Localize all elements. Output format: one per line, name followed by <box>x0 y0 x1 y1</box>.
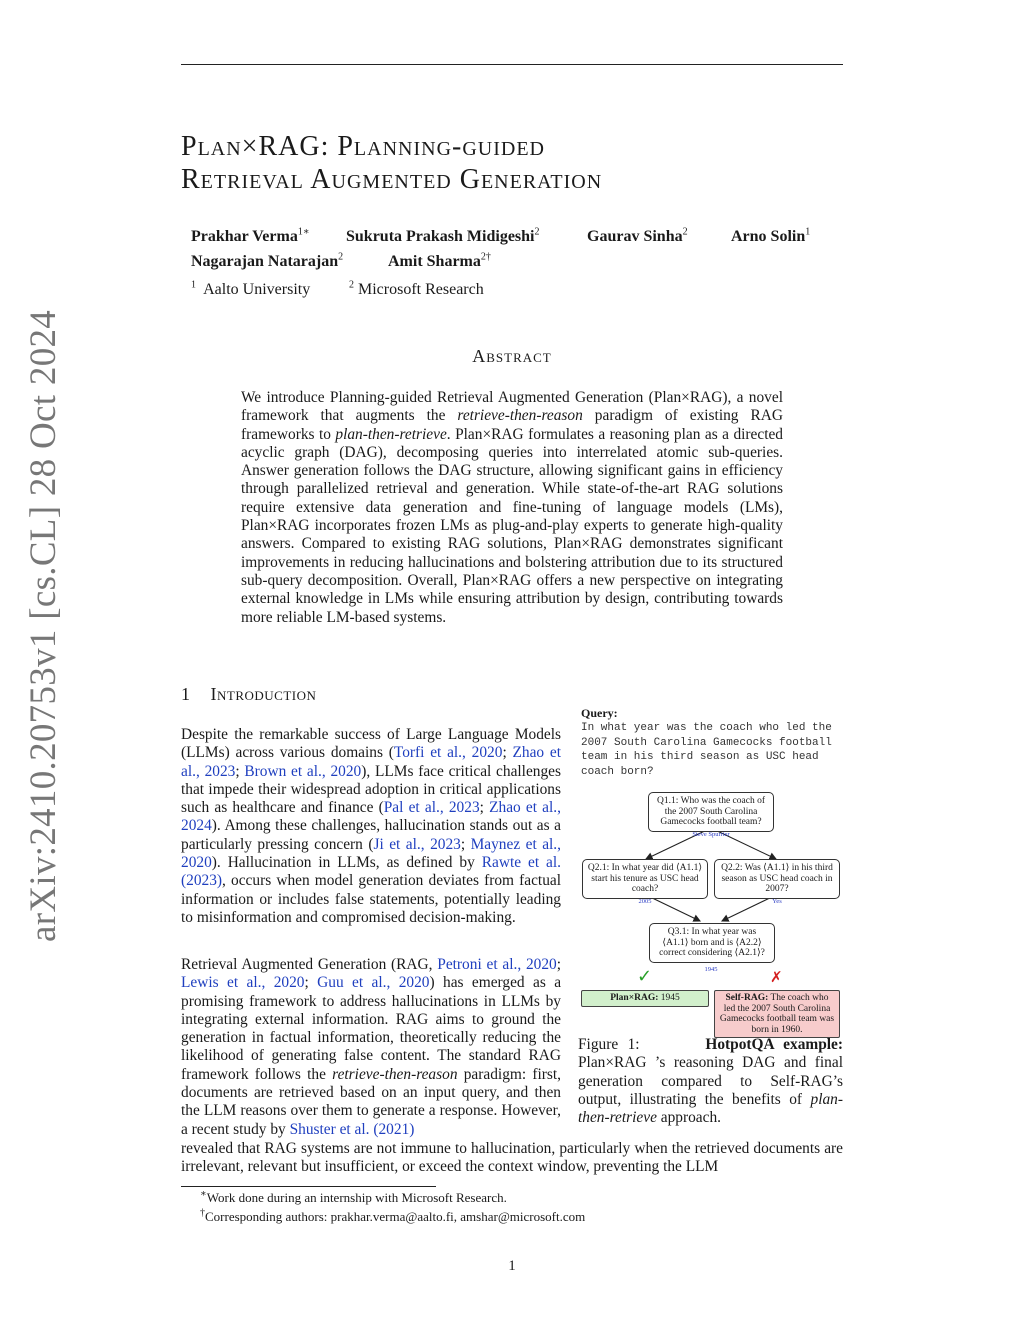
citation-link[interactable]: Torfi et al., 2020 <box>393 744 503 762</box>
author-1: Prakhar Verma$^{1∗}$ <box>191 226 310 245</box>
author-name: Prakhar Verma <box>191 228 298 245</box>
author-2: Sukruta Prakash Midigeshi$^2$ <box>346 226 540 245</box>
citation-link[interactable]: Shuster et al. (2021) <box>289 1120 415 1138</box>
footnote-2: †Corresponding authors: prakhar.verma@aalto.fi, amshar@microsoft.com <box>200 1207 586 1224</box>
author-name: Sukruta Prakash Midigeshi <box>346 228 535 245</box>
affiliation-2: $^2$ Microsoft Research <box>349 279 484 298</box>
author-name: Nagarajan Natarajan <box>191 253 339 270</box>
edge-label-a3-1: 1945 <box>704 966 718 973</box>
arxiv-sidebar-id: arXiv:2410.20753v1 [cs.CL] 28 Oct 2024 <box>23 309 64 942</box>
citation-link[interactable]: Zhao et al., 2024 <box>181 799 561 835</box>
citation-link[interactable]: Maynez et al., 2020 <box>181 835 562 872</box>
edge-label-a2-1: 2005 <box>638 898 652 905</box>
author-5: Nagarajan Natarajan$^2$ <box>191 251 344 270</box>
title-line-1: Plan×RAG: Planning-guided <box>181 131 546 162</box>
author-name: Arno Solin <box>731 228 806 245</box>
intro-paragraph-continuation: revealed that RAG systems are not immune to hallucination, particularly when the retrieved documents are irrelevant, relevant but insufficient, or exceed the context window, preventing the LLM <box>181 1140 843 1176</box>
dag-node-q1-1: Q1.1: Who was the coach of the 2007 South Carolina Gamecocks football team? <box>648 792 774 832</box>
plan-rag-answer: Plan×RAG: 1945 <box>581 990 709 1007</box>
figure-caption: Figure 1: HotpotQA example: Plan×RAG ’s reasoning DAG and final generation compared to Self-RAG’s output, illustrating the benefits of plan-then-retrieve approach. <box>578 1036 843 1127</box>
edge-label-a1-1: Steve Spurrier <box>692 831 730 838</box>
check-icon: ✓ <box>637 966 653 987</box>
citation-link[interactable]: Guu et al., 2020 <box>317 974 430 992</box>
citation-link[interactable]: Brown et al., 2020 <box>244 762 362 780</box>
figure-query <box>581 706 846 779</box>
self-rag-answer: Self-RAG: The coach who led the 2007 South Carolina Gamecocks football team was born in 1960. <box>714 990 840 1038</box>
paper-title <box>181 130 602 196</box>
citation-link[interactable]: Zhao et al., 2023 <box>181 744 562 780</box>
citation-link[interactable]: Ji et al., 2023 <box>373 835 461 853</box>
author-name: Amit Sharma <box>388 253 481 270</box>
section-heading-introduction: 1 Introduction <box>181 684 317 704</box>
header-rule <box>181 64 843 65</box>
query-label: Query: <box>581 706 618 720</box>
footnote-rule <box>181 1186 436 1187</box>
title-line-2: Retrieval Augmented Generation <box>181 164 603 195</box>
author-6: Amit Sharma$^{2\dagger}$ <box>388 251 491 270</box>
query-text: In what year was the coach who led the 2007 South Carolina Gamecocks football team in his third season as USC head coach born? <box>581 722 832 778</box>
intro-paragraph-1: Despite the remarkable success of Large Language Models (LLMs) across various domains (Torfi et al., 2020; Zhao et al., 2023; Brown et al., 2020), LLMs face critical challenges that impede their widespread adoption in critical applications such as healthcare and finance (Pal et al., 2023; Zhao et al., 2024). Among these challenges, hallucination stands out as a particularly pressing concern (Ji et al., 2023; Maynez et al., 2020). Hallucination in LLMs, as defined by Rawte et al. (2023), occurs when model generation deviates from factual information or includes false statements, potentially leading to misinformation and compromised decision-making. <box>181 726 562 926</box>
author-name: Gaurav Sinha <box>587 228 683 245</box>
citation-link[interactable]: Rawte et al. (2023) <box>181 854 561 890</box>
edge-label-a2-2: Yes <box>772 898 782 905</box>
citation-link[interactable]: Petroni et al., 2020 <box>437 956 557 973</box>
author-3: Gaurav Sinha$^2$ <box>587 226 688 245</box>
citation-link[interactable]: Lewis et al., 2020 <box>181 974 305 992</box>
abstract-heading: Abstract <box>472 346 552 366</box>
cross-icon: ✗ <box>770 968 783 986</box>
intro-paragraph-2: Retrieval Augmented Generation (RAG, Petroni et al., 2020; Lewis et al., 2020; Guu et al., 2020) has emerged as a promising framework to address hallucinations in LLMs by integrating external information. RAG aims to ground the generation in factual information, theoretically reducing the likelihood of generating false content. The standard RAG framework follows the retrieve-then-reason paradigm: first, documents are retrieved based on an input query, and then the LLM reasons over them to generate a response. However, a recent study by Shuster et al. (2021) <box>181 956 562 1138</box>
dag-node-q2-1: Q2.1: In what year did ⟨A1.1⟩ start his tenure as USC head coach? <box>582 859 708 899</box>
author-4: Arno Solin$^1$ <box>731 226 811 245</box>
affiliation-1: $^1$ Aalto University <box>191 279 311 298</box>
footnote-1: ∗Work done during an internship with Microsoft Research. <box>200 1188 507 1205</box>
dag-node-q3-1: Q3.1: In what year was ⟨A1.1⟩ born and is ⟨A2.2⟩ correct considering ⟨A2.1⟩? <box>649 923 775 963</box>
abstract-body: We introduce Planning-guided Retrieval Augmented Generation (Plan×RAG), a novel framework that augments the retrieve-then-reason paradigm of existing RAG frameworks to plan-then-retrieve. Plan×RAG formulates a reasoning plan as a directed acyclic graph (DAG), decomposing queries into interrelated atomic sub-queries. Answer generation follows the DAG structure, allowing significant gains in efficiency through parallelized retrieval and generation. While state-of-the-art RAG solutions require extensive data generation and fine-tuning of language models (LMs), Plan×RAG incorporates frozen LMs as plug-and-play experts to generate high-quality answers. Compared to existing RAG solutions, Plan×RAG demonstrates significant improvements in reducing hallucinations and bolstering attribution due to its structured sub-query decomposition. Overall, Plan×RAG offers a new perspective on integrating external knowledge in LMs while ensuring attribution by design, contributing towards more reliable LM-based systems. <box>241 389 784 626</box>
page-number: 1 <box>508 1258 516 1274</box>
citation-link[interactable]: Pal et al., 2023 <box>383 799 480 817</box>
dag-node-q2-2: Q2.2: Was ⟨A1.1⟩ in his third season as USC head coach in 2007? <box>714 859 840 899</box>
